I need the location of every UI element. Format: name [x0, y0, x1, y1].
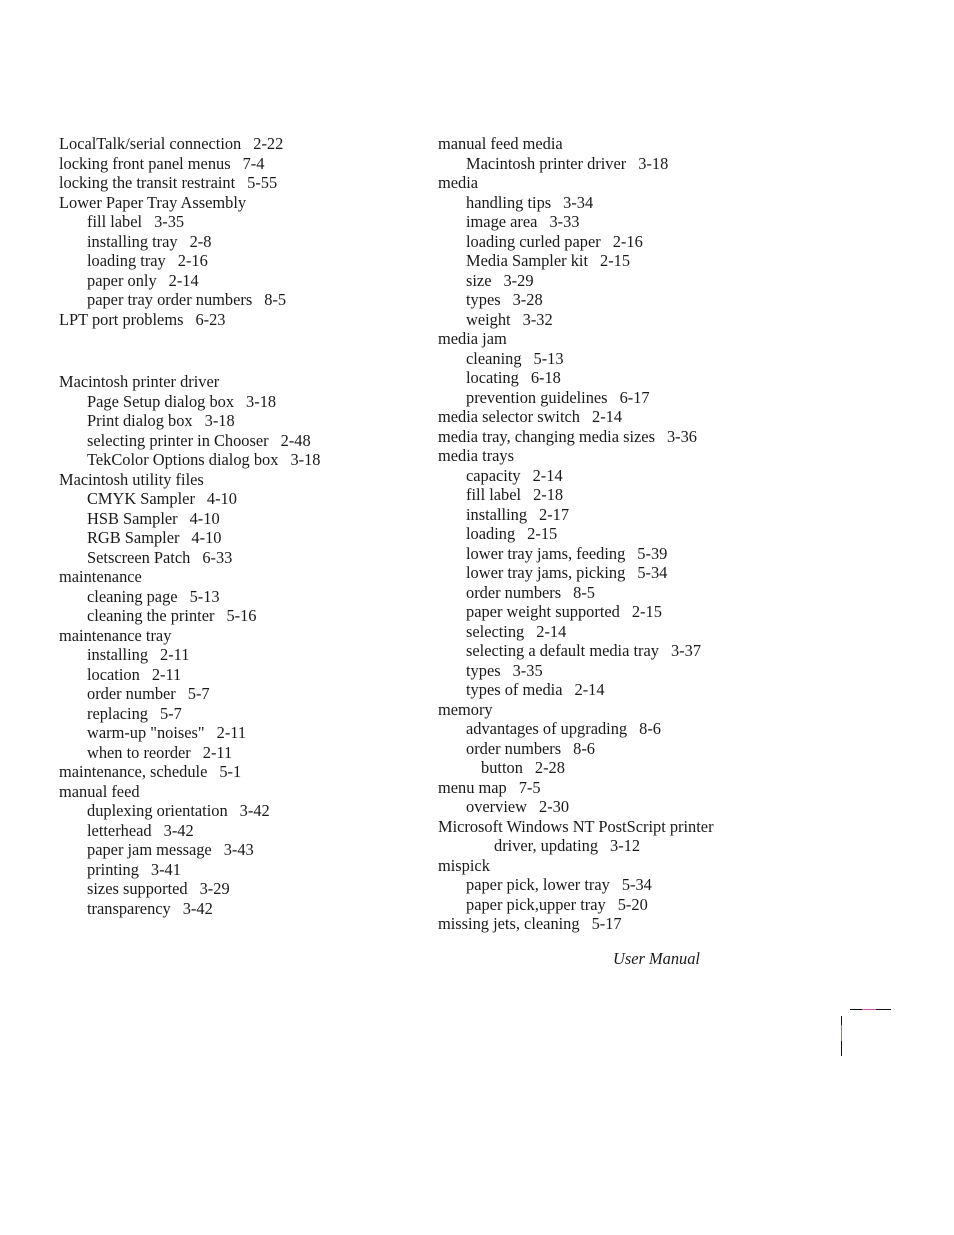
index-term: missing jets, cleaning [438, 914, 580, 933]
index-subentry [438, 641, 818, 661]
index-term: prevention guidelines [466, 387, 608, 407]
index-term: media selector switch [438, 407, 581, 426]
index-page-ref: 2-15 [600, 251, 631, 270]
index-entry [59, 626, 419, 646]
index-subentry [59, 665, 419, 685]
index-term: paper tray order numbers [87, 290, 253, 309]
index-entry [59, 782, 419, 802]
index-page-ref: 7-4 [242, 153, 265, 173]
index-subentry [59, 212, 419, 232]
index-page-ref: 3-32 [522, 309, 553, 329]
index-term: advantages of upgrading [466, 719, 628, 738]
index-subentry [438, 505, 818, 525]
index-page-ref: 3-43 [223, 840, 254, 859]
index-term: locking front panel menus [59, 153, 231, 173]
index-term: cleaning the printer [87, 606, 215, 625]
index-page-ref: 5-17 [591, 914, 622, 933]
index-page-ref: 2-48 [280, 430, 311, 450]
index-term: RGB Sampler [87, 528, 180, 547]
index-term: size [466, 270, 492, 290]
index-term: locating [466, 368, 519, 387]
index-term: LPT port problems [59, 309, 184, 329]
index-term: selecting a default media tray [466, 641, 659, 660]
index-subentry [438, 875, 818, 895]
index-page-ref: 4-10 [189, 508, 220, 528]
index-term: fill label [466, 485, 522, 504]
index-page-ref: 2-28 [534, 758, 565, 777]
index-subentry [59, 251, 419, 271]
index-term: manual feed [59, 781, 140, 801]
index-page-ref: 2-11 [160, 645, 190, 664]
index-term: mispick [438, 855, 490, 875]
index-page-ref: 3-28 [512, 290, 543, 309]
index-term: menu map [438, 777, 507, 797]
index-entry [438, 817, 818, 837]
index-page-ref: 4-10 [206, 489, 237, 508]
index-subentry [438, 680, 818, 700]
index-subentry [438, 583, 818, 603]
index-page-ref: 3-35 [512, 660, 543, 680]
index-term: installing [87, 645, 149, 664]
index-term: loading curled paper [466, 231, 601, 251]
index-entry [438, 427, 818, 447]
index-page-ref: 4-10 [191, 528, 222, 547]
index-page-ref: 3-41 [150, 859, 181, 879]
index-term: media tray, changing media sizes [438, 426, 655, 446]
index-subentry [438, 271, 818, 291]
index-term: printing [87, 859, 139, 879]
index-page-ref: 2-15 [631, 602, 662, 621]
index-page-ref: 3-29 [199, 879, 230, 898]
index-page-ref: 5-1 [219, 762, 242, 781]
index-page-ref: 3-18 [204, 411, 235, 430]
index-page-ref: 5-16 [226, 606, 257, 625]
index-subentry [438, 563, 818, 583]
index-subentry [438, 193, 818, 213]
index-subentry [59, 860, 419, 880]
index-subentry [59, 840, 419, 860]
index-entry [59, 173, 419, 193]
index-page-ref: 3-12 [610, 836, 641, 855]
index-subentry [438, 485, 818, 505]
index-subentry [438, 661, 818, 681]
index-subentry [59, 509, 419, 529]
index-term: weight [466, 309, 511, 329]
index-subentry [438, 154, 818, 174]
index-term: paper only [87, 270, 157, 290]
index-page-ref: 7-5 [518, 777, 541, 797]
index-subentry [59, 606, 419, 626]
index-term: Macintosh printer driver [466, 153, 627, 173]
index-entry [438, 134, 818, 154]
index-page-ref: 2-15 [527, 524, 558, 543]
index-subentry [59, 899, 419, 919]
index-subentry [59, 645, 419, 665]
index-subentry [438, 719, 818, 739]
index-subentry [438, 310, 818, 330]
index-term: manual feed media [438, 134, 563, 153]
index-term: loading [466, 524, 516, 543]
index-subentry [59, 392, 419, 412]
index-subentry [438, 544, 818, 564]
index-entry [438, 329, 818, 349]
index-page-ref: 2-16 [177, 251, 208, 270]
index-term: paper jam message [87, 840, 212, 859]
index-subentry [438, 758, 818, 778]
index-subentry [438, 836, 818, 856]
index-entry [59, 567, 419, 587]
running-footer-title: User Manual [613, 949, 700, 968]
index-subentry [438, 349, 818, 369]
index-page-ref: 2-8 [189, 231, 212, 251]
index-page-ref: 2-16 [612, 231, 643, 251]
index-page-ref: 6-23 [195, 309, 226, 329]
index-subentry [438, 388, 818, 408]
index-page-ref: 3-18 [290, 450, 321, 469]
index-term: lower tray jams, picking [466, 563, 626, 582]
index-term: fill label [87, 212, 143, 231]
index-subentry [59, 879, 419, 899]
index-term: selecting [466, 621, 525, 641]
index-entry [438, 700, 818, 720]
index-entry [438, 914, 818, 934]
index-term: duplexing orientation [87, 801, 228, 820]
index-subentry [438, 466, 818, 486]
index-page-ref: 3-42 [163, 820, 194, 840]
index-term: sizes supported [87, 879, 188, 898]
index-term: Macintosh printer driver [59, 372, 220, 391]
index-term: media trays [438, 446, 515, 465]
index-subentry [59, 411, 419, 431]
index-page-ref: 3-36 [666, 426, 697, 446]
index-page-ref: 3-34 [563, 192, 594, 212]
index-page-ref: 5-20 [617, 894, 648, 914]
index-entry [59, 470, 419, 490]
index-term: paper pick,upper tray [466, 894, 606, 914]
index-page-ref: 8-6 [639, 719, 661, 738]
index-subentry [59, 548, 419, 568]
index-page-ref: 5-34 [637, 563, 668, 582]
index-term: Page Setup dialog box [87, 391, 235, 411]
index-entry [59, 193, 419, 213]
index-term: transparency [87, 898, 171, 918]
index-page-ref: 3-33 [549, 212, 580, 231]
index-page-ref: 5-55 [247, 173, 278, 192]
index-term: location [87, 664, 140, 684]
index-subentry [438, 524, 818, 544]
index-term: CMYK Sampler [87, 489, 195, 508]
index-page-ref: 5-7 [159, 703, 182, 723]
index-column-left [59, 134, 419, 918]
index-term: selecting printer in Chooser [87, 430, 269, 450]
index-page-ref: 2-17 [539, 504, 570, 524]
index-term: overview [466, 797, 527, 816]
index-term: cleaning page [87, 586, 178, 606]
index-term: when to reorder [87, 742, 191, 762]
index-page-ref: 6-17 [619, 387, 650, 407]
index-term: handling tips [466, 192, 552, 212]
index-term: driver, updating [494, 836, 599, 855]
index-term: warm-up "noises" [87, 723, 205, 742]
index-term: media [438, 173, 479, 192]
index-term: paper weight supported [466, 602, 620, 621]
index-entry [59, 310, 419, 330]
index-page-ref: 2-22 [253, 134, 284, 153]
index-term: Microsoft Windows NT PostScript printer [438, 816, 714, 836]
index-page-ref: 8-5 [573, 582, 595, 602]
index-page-ref: 3-42 [239, 801, 270, 820]
index-page-ref: 2-11 [216, 723, 247, 742]
index-term: maintenance tray [59, 625, 172, 645]
index-term: paper pick, lower tray [466, 875, 610, 894]
index-subentry [59, 450, 419, 470]
index-term: Lower Paper Tray Assembly [59, 192, 247, 212]
index-entry [59, 134, 419, 154]
index-entry [59, 372, 419, 392]
index-page-ref: 2-14 [536, 621, 567, 641]
index-page-ref: 3-29 [503, 270, 534, 290]
crop-mark-horizontal-accent [862, 1009, 876, 1010]
index-page-ref: 6-33 [202, 547, 233, 567]
index-subentry [438, 622, 818, 642]
index-term: locking the transit restraint [59, 173, 236, 192]
index-term: maintenance [59, 567, 142, 586]
index-term: installing [466, 504, 528, 524]
index-subentry [59, 704, 419, 724]
index-subentry [438, 895, 818, 915]
index-subentry [59, 743, 419, 763]
index-subentry [438, 368, 818, 388]
index-subentry [438, 232, 818, 252]
index-term: cleaning [466, 348, 522, 368]
index-term: image area [466, 212, 538, 231]
index-term: button [481, 758, 523, 777]
index-subentry [59, 587, 419, 607]
index-term: order numbers [466, 738, 562, 758]
index-subentry [59, 821, 419, 841]
index-subentry [59, 723, 419, 743]
index-term: Print dialog box [87, 411, 193, 430]
index-term: letterhead [87, 820, 152, 840]
index-term: LocalTalk/serial connection [59, 134, 242, 153]
index-page-ref: 5-13 [189, 586, 220, 606]
index-page-ref: 2-14 [168, 270, 199, 290]
crop-mark-vertical-accent [841, 1025, 842, 1041]
index-term: Media Sampler kit [466, 251, 588, 270]
index-page-ref: 2-14 [592, 407, 623, 426]
index-page-ref: 5-34 [621, 875, 652, 894]
index-term: types [466, 290, 501, 309]
index-subentry [59, 431, 419, 451]
index-subentry [59, 528, 419, 548]
index-entry [59, 762, 419, 782]
index-subentry [438, 602, 818, 622]
index-page-ref: 3-18 [638, 153, 669, 173]
index-subentry [438, 290, 818, 310]
index-entry [438, 446, 818, 466]
index-page-ref: 6-18 [530, 368, 561, 387]
index-term: memory [438, 699, 493, 719]
index-subentry [438, 251, 818, 271]
index-subentry [438, 739, 818, 759]
index-column-right [438, 134, 818, 934]
index-term: maintenance, schedule [59, 762, 208, 781]
index-page-ref: 8-5 [264, 290, 287, 309]
index-section-gap [59, 329, 419, 372]
index-page-ref: 5-39 [637, 543, 668, 563]
index-term: loading tray [87, 251, 166, 270]
index-term: order numbers [466, 582, 562, 602]
index-term: types of media [466, 680, 563, 699]
index-page-ref: 5-7 [187, 684, 210, 703]
index-term: order number [87, 684, 176, 703]
index-subentry [59, 489, 419, 509]
index-subentry [59, 232, 419, 252]
index-page-ref: 8-6 [573, 738, 595, 758]
index-page-ref: 3-18 [246, 391, 277, 411]
index-subentry [438, 212, 818, 232]
index-page-ref: 3-37 [670, 641, 702, 660]
index-page-ref: 3-35 [154, 212, 185, 231]
index-term: media jam [438, 329, 507, 348]
index-term: Setscreen Patch [87, 547, 191, 567]
index-subentry [438, 797, 818, 817]
index-entry [438, 778, 818, 798]
index-entry [59, 154, 419, 174]
index-page-ref: 3-42 [182, 898, 213, 918]
index-entry [438, 173, 818, 193]
index-page-ref: 2-18 [533, 485, 564, 504]
index-term: types [466, 660, 501, 680]
index-page-ref: 2-11 [202, 742, 233, 762]
index-term: installing tray [87, 231, 178, 251]
index-subentry [59, 271, 419, 291]
index-entry [438, 856, 818, 876]
index-page-ref: 2-14 [532, 465, 563, 485]
index-subentry [59, 290, 419, 310]
index-term: replacing [87, 703, 148, 723]
index-term: capacity [466, 465, 521, 485]
index-page-ref: 2-30 [539, 797, 570, 816]
index-term: TekColor Options dialog box [87, 450, 279, 469]
index-page-ref: 5-13 [533, 348, 564, 368]
index-term: HSB Sampler [87, 508, 178, 528]
index-term: lower tray jams, feeding [466, 543, 626, 563]
index-term: Macintosh utility files [59, 469, 204, 489]
index-subentry [59, 684, 419, 704]
index-page-ref: 2-11 [151, 664, 182, 684]
index-entry [438, 407, 818, 427]
index-subentry [59, 801, 419, 821]
index-page-ref: 2-14 [574, 680, 605, 699]
